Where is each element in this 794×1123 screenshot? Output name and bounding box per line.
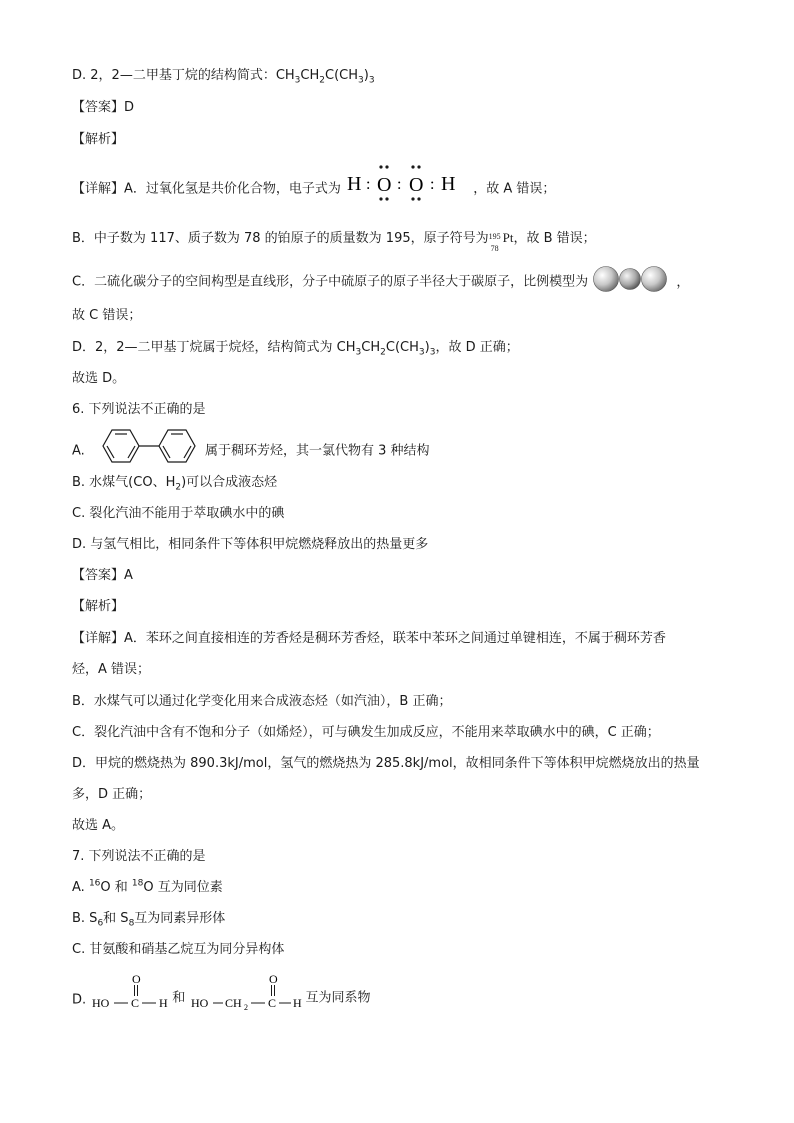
- benzene-ring-left: [103, 430, 139, 462]
- analysis-label: 【解析】: [72, 132, 125, 147]
- sub: 2: [175, 482, 182, 493]
- s-atom-left: [594, 267, 619, 292]
- q6-detail-a1-text: 【详解】A．苯环之间直接相连的芳香烃是稠环芳香烃，联苯中苯环之间通过单键相连，不属于稠环芳香: [72, 631, 666, 646]
- prev-conclusion: [72, 369, 125, 389]
- f2-sub2: 2: [244, 1003, 249, 1012]
- pt-mass: 195: [488, 231, 501, 241]
- q7-d-label: D.: [72, 992, 87, 1008]
- q7-a-pre: A.: [72, 880, 89, 895]
- hydroxyacetaldehyde-structure: [189, 972, 305, 1012]
- ch-a: CH: [300, 68, 320, 83]
- prev-option-d-text: D. 2，2—二甲基丁烷的结构简式：CH: [72, 68, 295, 83]
- cs2-space-filling-model: [592, 264, 668, 294]
- q7-option-a: [72, 878, 223, 898]
- sub: 3: [418, 347, 425, 358]
- benzene-ring-right: [159, 430, 195, 462]
- prev-analysis-label: [72, 130, 124, 150]
- biphenyl-structure: [93, 426, 205, 466]
- formula2-svg: [189, 972, 305, 1012]
- q7-a-post: O 互为同位素: [143, 880, 223, 895]
- h2o2-o2: O: [409, 174, 424, 196]
- cs2-svg: [592, 264, 668, 294]
- q6-stem: [72, 400, 206, 420]
- conclusion: 故选 A。: [72, 818, 125, 833]
- paren-a: ): [363, 68, 369, 83]
- detail-b-post: ，故 B 错误；: [513, 231, 596, 246]
- q6-detail-a2: [72, 660, 150, 680]
- prev-detail-a: [72, 175, 555, 203]
- q7-b-pre: B. S: [72, 911, 98, 926]
- q6-detail-b: [72, 692, 451, 712]
- detail-d-paren: ): [424, 340, 430, 355]
- sub: 3: [355, 347, 362, 358]
- f1-c: C: [131, 996, 140, 1010]
- h2o2-o1: O: [377, 174, 392, 196]
- e-dot: [417, 165, 420, 168]
- h2o2-svg: [345, 163, 469, 203]
- h2o2-h1: H: [347, 173, 362, 195]
- q6-option-d: [72, 535, 428, 555]
- q6-a-text: 属于稠环芳烃，其一氯代物有 3 种结构: [204, 443, 430, 459]
- sub: 8: [128, 918, 135, 929]
- q6-analysis-label: [72, 597, 124, 617]
- q7-d-and: 和: [172, 990, 186, 1006]
- q6-option-c: [72, 504, 284, 524]
- q7-option-c: [72, 940, 284, 960]
- analysis-label: 【解析】: [72, 599, 125, 614]
- q7-a-mid: O 和: [100, 880, 132, 895]
- f1-h: H: [159, 996, 168, 1010]
- q6-a-label: A.: [72, 443, 85, 459]
- answer-value: A: [124, 568, 133, 583]
- prev-answer: [72, 98, 134, 118]
- h2o2-colon3: :: [430, 176, 435, 193]
- q7-option-b: [72, 909, 225, 929]
- e-dot: [411, 197, 414, 200]
- biphenyl-svg: [93, 426, 205, 466]
- f1-ho: HO: [92, 996, 110, 1010]
- sub-3c: 3: [368, 75, 375, 86]
- pt-symbol: Pt: [502, 230, 514, 245]
- q6-detail-d2: [72, 785, 151, 805]
- q6-conclusion: [72, 816, 124, 836]
- answer-label: 【答案】: [72, 568, 125, 583]
- detail-c-post: ，: [676, 274, 690, 290]
- q6-detail-d1: [72, 754, 700, 774]
- detail-b-pre: B．中子数为 117、质子数为 78 的铂原子的质量数为 195，原子符号为: [72, 231, 489, 246]
- detail-d-mid: CH: [361, 340, 381, 355]
- f2-o: O: [269, 972, 279, 986]
- f2-h: H: [293, 996, 303, 1010]
- detail-d-pre: D．2，2—二甲基丁烷属于烷烃，结构简式为 CH: [72, 340, 356, 355]
- e-dot: [385, 197, 388, 200]
- q7-b-mid: 和 S: [103, 911, 129, 926]
- h2o2-electron-formula: [345, 163, 469, 203]
- h2o2-colon1: :: [366, 176, 371, 193]
- sub: 6: [97, 918, 104, 929]
- detail-c-line2: 故 C 错误；: [72, 308, 142, 323]
- q6-detail-a2-text: 烃，A 错误；: [72, 662, 151, 677]
- q6-option-b: [72, 473, 277, 493]
- q6-option-a: [72, 436, 429, 466]
- cch-a: C(CH: [325, 68, 359, 83]
- pt-nuclide: [488, 229, 503, 253]
- q7-stem-text: 7. 下列说法不正确的是: [72, 849, 206, 864]
- f1-o: O: [132, 972, 141, 986]
- e-dot: [385, 165, 388, 168]
- sub-3a: 3: [294, 75, 301, 86]
- q6-detail-b-text: B．水煤气可以通过化学变化用来合成液态烃（如汽油），B 正确；: [72, 694, 452, 709]
- q6-b-pre: B. 水煤气(CO、H: [72, 475, 176, 490]
- q7-d-post: 互为同系物: [305, 990, 371, 1006]
- sub: 2: [380, 347, 386, 358]
- formic-acid-structure: [90, 972, 172, 1012]
- f2-ch: CH: [225, 996, 243, 1010]
- q6-detail-d2-text: 多，D 正确；: [72, 787, 152, 802]
- e-dot: [379, 165, 382, 168]
- q6-detail-a1: [72, 629, 666, 649]
- detail-c-pre: C．二硫化碳分子的空间构型是直线形，分子中硫原子的原子半径大于碳原子，比例模型为: [72, 274, 589, 290]
- q7-c-text: C. 甘氨酸和硝基乙烷互为同分异构体: [72, 942, 285, 957]
- detail-a-pre: 【详解】A．过氧化氢是共价化合物，电子式为: [72, 181, 341, 197]
- sub-2a: 2: [319, 75, 325, 86]
- e-dot: [379, 197, 382, 200]
- answer-value: D: [124, 100, 135, 115]
- sup: 18: [131, 878, 144, 889]
- detail-d-mid2: C(CH: [385, 340, 419, 355]
- q6-answer: [72, 566, 133, 586]
- prev-detail-d: [72, 338, 519, 358]
- detail-a-post: ，故 A 错误；: [473, 181, 556, 197]
- prev-detail-c: [72, 270, 689, 294]
- sub-3b: 3: [358, 75, 364, 86]
- q7-stem: [72, 847, 206, 867]
- q6-c-text: C. 裂化汽油不能用于萃取碘水中的碘: [72, 506, 285, 521]
- e-dot: [411, 165, 414, 168]
- q6-d-text: D. 与氢气相比，相同条件下等体积甲烷燃烧释放出的热量更多: [72, 537, 429, 552]
- q6-b-post: )可以合成液态烃: [181, 475, 278, 490]
- prev-option-d: [72, 66, 375, 86]
- h2o2-h2: H: [441, 173, 456, 195]
- s-atom-right: [642, 267, 667, 292]
- sup: 16: [88, 878, 101, 889]
- answer-label: 【答案】: [72, 100, 125, 115]
- f2-c: C: [268, 996, 277, 1010]
- sub: 3: [429, 347, 436, 358]
- c-atom-center: [620, 269, 641, 290]
- q7-option-d: [72, 972, 371, 1012]
- q6-detail-d1-text: D．甲烷的燃烧热为 890.3kJ/mol，氢气的燃烧热为 285.8kJ/mol，故相同条件下等体积甲烷燃烧放出的热量: [72, 756, 700, 771]
- e-dot: [417, 197, 420, 200]
- q6-stem-text: 6. 下列说法不正确的是: [72, 402, 206, 417]
- formula1-svg: [90, 972, 172, 1012]
- h2o2-colon2: :: [397, 176, 402, 193]
- prev-detail-b: [72, 228, 596, 253]
- f2-ho: HO: [191, 996, 209, 1010]
- q7-b-post: 互为同素异形体: [134, 911, 226, 926]
- q6-detail-c: [72, 723, 660, 743]
- conclusion: 故选 D。: [72, 371, 126, 386]
- pt-z: 78: [490, 243, 499, 253]
- prev-detail-c-line2: [72, 306, 141, 326]
- detail-d-tail: ，故 D 正确；: [435, 340, 519, 355]
- q6-detail-c-text: C．裂化汽油中含有不饱和分子（如烯烃），可与碘发生加成反应，不能用来萃取碘水中的碘，C 正确；: [72, 725, 660, 740]
